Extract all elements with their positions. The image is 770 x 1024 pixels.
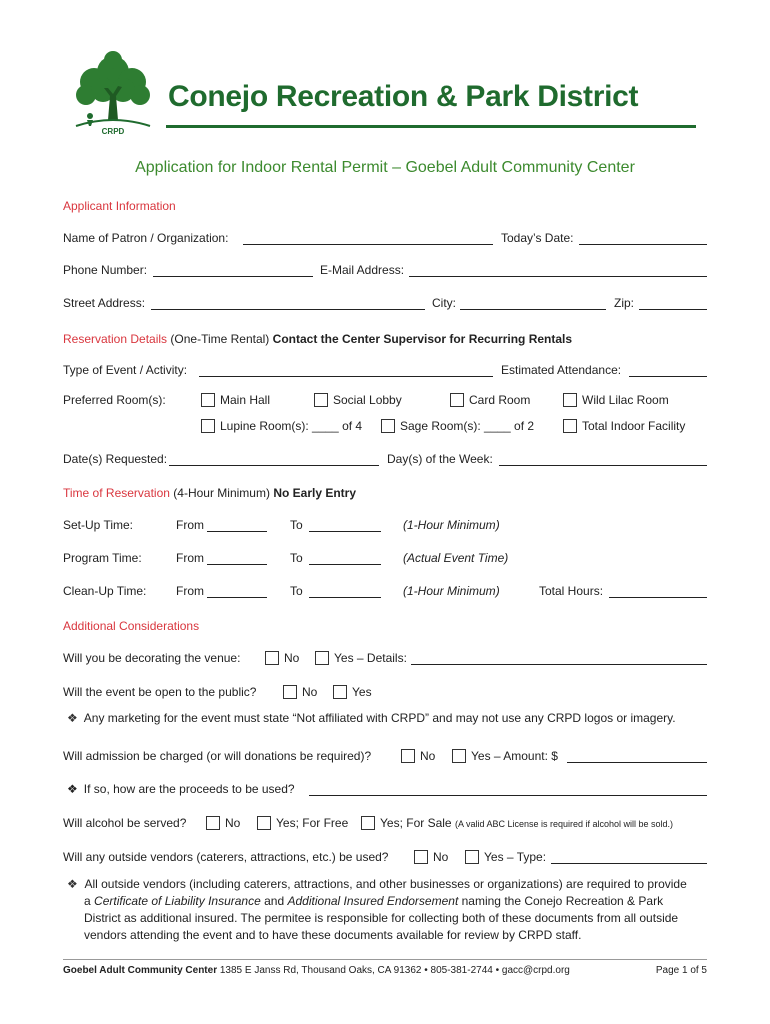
footer-divider <box>63 959 707 960</box>
days-label: Day(s) of the Week: <box>387 452 493 466</box>
row-vendors <box>63 850 707 866</box>
patron-label: Name of Patron / Organization: <box>63 231 229 245</box>
public-yes-label: Yes <box>352 685 372 699</box>
brand-underline <box>166 125 696 128</box>
public-no-checkbox[interactable] <box>283 685 297 699</box>
main-hall-checkbox[interactable] <box>201 393 215 407</box>
zip-label: Zip: <box>614 296 635 310</box>
city-label: City: <box>432 296 456 310</box>
document-title: Application for Indoor Rental Permit – Goebel Adult Community Center <box>135 159 635 176</box>
decorating-question: Will you be decorating the venue: <box>63 651 241 665</box>
phone-field[interactable] <box>153 276 313 277</box>
decorating-no-label: No <box>284 651 300 665</box>
email-label: E-Mail Address: <box>320 263 405 277</box>
row-street <box>63 296 707 312</box>
program-to-field[interactable] <box>309 564 381 565</box>
card-room-checkbox[interactable] <box>450 393 464 407</box>
admission-yes-checkbox[interactable] <box>452 749 466 763</box>
section-applicant-information: Applicant Information <box>63 199 176 213</box>
footer-address: Goebel Adult Community Center 1385 E Janss Rd, Thousand Oaks, CA 91362 • 805-381-2744 • gacc@crpd.org <box>63 965 570 976</box>
cleanup-to-label: To <box>290 584 303 598</box>
cleanup-label: Clean-Up Time: <box>63 584 147 598</box>
page-number: Page 1 of 5 <box>655 965 707 976</box>
total-indoor-label: Total Indoor Facility <box>582 419 686 433</box>
reservation-heading: Reservation Details <box>63 332 168 346</box>
card-room-label: Card Room <box>469 393 531 407</box>
vendors-type-field[interactable] <box>551 863 707 864</box>
street-field[interactable] <box>151 309 425 310</box>
alcohol-sale-label: Yes; For Sale (A valid ABC License is required if alcohol will be sold.) <box>380 816 674 830</box>
city-field[interactable] <box>460 309 606 310</box>
lupine-room-checkbox[interactable] <box>201 419 215 433</box>
today-date-field[interactable] <box>579 244 707 245</box>
dates-label: Date(s) Requested: <box>63 452 168 466</box>
total-hours-field[interactable] <box>609 597 707 598</box>
admission-question: Will admission be charged (or will donations be required)? <box>63 749 372 763</box>
diamond-bullet-icon: ❖ <box>67 711 78 725</box>
row-admission <box>63 749 707 765</box>
dates-field[interactable] <box>169 465 379 466</box>
alcohol-sale-checkbox[interactable] <box>361 816 375 830</box>
row-cleanup <box>63 584 707 600</box>
cleanup-from-field[interactable] <box>207 597 267 598</box>
section-additional-considerations: Additional Considerations <box>63 619 200 633</box>
wild-lilac-checkbox[interactable] <box>563 393 577 407</box>
row-dates <box>63 452 707 468</box>
attendance-field[interactable] <box>629 376 707 377</box>
total-indoor-checkbox[interactable] <box>563 419 577 433</box>
wild-lilac-label: Wild Lilac Room <box>582 393 669 407</box>
street-label: Street Address: <box>63 296 146 310</box>
social-lobby-label: Social Lobby <box>333 393 402 407</box>
setup-from-label: From <box>176 518 204 532</box>
public-no-label: No <box>302 685 318 699</box>
decorating-yes-checkbox[interactable] <box>315 651 329 665</box>
admission-amount-field[interactable] <box>567 762 707 763</box>
row-rooms-2 <box>63 419 707 435</box>
row-public <box>63 685 707 701</box>
total-hours-label: Total Hours: <box>539 584 604 598</box>
row-event <box>63 363 707 379</box>
sage-room-label: Sage Room(s): ____ of 2 <box>400 419 535 433</box>
patron-field[interactable] <box>243 244 493 245</box>
vendors-no-label: No <box>433 850 449 864</box>
today-date-label: Today’s Date: <box>501 231 574 245</box>
row-phone <box>63 263 707 279</box>
row-rooms-1 <box>63 393 707 409</box>
rooms-label: Preferred Room(s): <box>63 393 166 407</box>
vendors-yes-checkbox[interactable] <box>465 850 479 864</box>
vendors-question: Will any outside vendors (caterers, attractions, etc.) be used? <box>63 850 389 864</box>
marketing-note: ❖ Any marketing for the event must state “Not affiliated with CRPD” and may not use any CRPD logos or imagery. <box>67 711 676 725</box>
program-from-label: From <box>176 551 204 565</box>
event-type-label: Type of Event / Activity: <box>63 363 188 377</box>
reservation-heading-note: Contact the Center Supervisor for Recurring Rentals <box>272 332 573 346</box>
decorating-yes-label: Yes – Details: <box>334 651 407 665</box>
public-yes-checkbox[interactable] <box>333 685 347 699</box>
row-program <box>63 551 707 567</box>
sage-room-checkbox[interactable] <box>381 419 395 433</box>
admission-no-checkbox[interactable] <box>401 749 415 763</box>
reservation-heading-paren: (One-Time Rental) <box>170 332 270 346</box>
program-to-label: To <box>290 551 303 565</box>
section-reservation-details <box>63 332 572 346</box>
alcohol-free-label: Yes; For Free <box>276 816 349 830</box>
diamond-bullet-icon: ❖ <box>67 782 78 796</box>
alcohol-free-checkbox[interactable] <box>257 816 271 830</box>
program-label: Program Time: <box>63 551 142 565</box>
vendors-insurance-paragraph: ❖ All outside vendors (including caterers, attractions, and other businesses or organizations) are required to provide a Certificate of Liability Insurance and Additional Insured Endorsement naming the Conejo Recreation & Park District as additional insured. The permitee is responsible for collecting both of these documents from all outside vendors attending the event and to have these documents available for review by CRPD staff. <box>67 877 687 942</box>
public-question: Will the event be open to the public? <box>63 685 257 699</box>
decorating-details-field[interactable] <box>411 664 707 665</box>
setup-note: (1-Hour Minimum) <box>403 518 500 532</box>
days-field[interactable] <box>499 465 707 466</box>
program-from-field[interactable] <box>207 564 267 565</box>
alcohol-question: Will alcohol be served? <box>63 816 187 830</box>
diamond-bullet-icon: ❖ <box>67 877 78 891</box>
setup-from-field[interactable] <box>207 531 267 532</box>
admission-yes-label: Yes – Amount: $ <box>471 749 558 763</box>
email-field[interactable] <box>409 276 707 277</box>
row-proceeds <box>67 782 707 798</box>
row-decorating <box>63 651 707 667</box>
cleanup-from-label: From <box>176 584 204 598</box>
row-setup <box>63 518 707 534</box>
vendors-no-checkbox[interactable] <box>414 850 428 864</box>
main-hall-label: Main Hall <box>220 393 271 407</box>
program-note: (Actual Event Time) <box>403 551 509 565</box>
proceeds-field[interactable] <box>309 795 707 796</box>
event-type-field[interactable] <box>199 376 493 377</box>
time-heading-paren: (4-Hour Minimum) <box>173 486 270 500</box>
admission-no-label: No <box>420 749 436 763</box>
crpd-logo <box>68 50 158 136</box>
zip-field[interactable] <box>639 309 707 310</box>
brand-name: Conejo Recreation & Park District <box>168 80 639 113</box>
social-lobby-checkbox[interactable] <box>314 393 328 407</box>
alcohol-no-checkbox[interactable] <box>206 816 220 830</box>
setup-to-label: To <box>290 518 303 532</box>
tree-logo-icon <box>68 50 158 136</box>
attendance-label: Estimated Attendance: <box>501 363 622 377</box>
alcohol-no-label: No <box>225 816 241 830</box>
row-alcohol <box>63 816 707 832</box>
footer <box>63 965 707 979</box>
setup-to-field[interactable] <box>309 531 381 532</box>
lupine-room-label: Lupine Room(s): ____ of 4 <box>220 419 363 433</box>
vendors-yes-label: Yes – Type: <box>484 850 547 864</box>
time-heading: Time of Reservation <box>63 486 170 500</box>
phone-label: Phone Number: <box>63 263 148 277</box>
row-patron <box>63 231 707 247</box>
cleanup-to-field[interactable] <box>309 597 381 598</box>
time-heading-note: No Early Entry <box>273 486 357 500</box>
proceeds-question: ❖ If so, how are the proceeds to be used? <box>67 782 295 796</box>
svg-text:CRPD: CRPD <box>101 127 125 136</box>
decorating-no-checkbox[interactable] <box>265 651 279 665</box>
cleanup-note: (1-Hour Minimum) <box>403 584 500 598</box>
section-time-of-reservation <box>63 486 356 500</box>
setup-label: Set-Up Time: <box>63 518 134 532</box>
